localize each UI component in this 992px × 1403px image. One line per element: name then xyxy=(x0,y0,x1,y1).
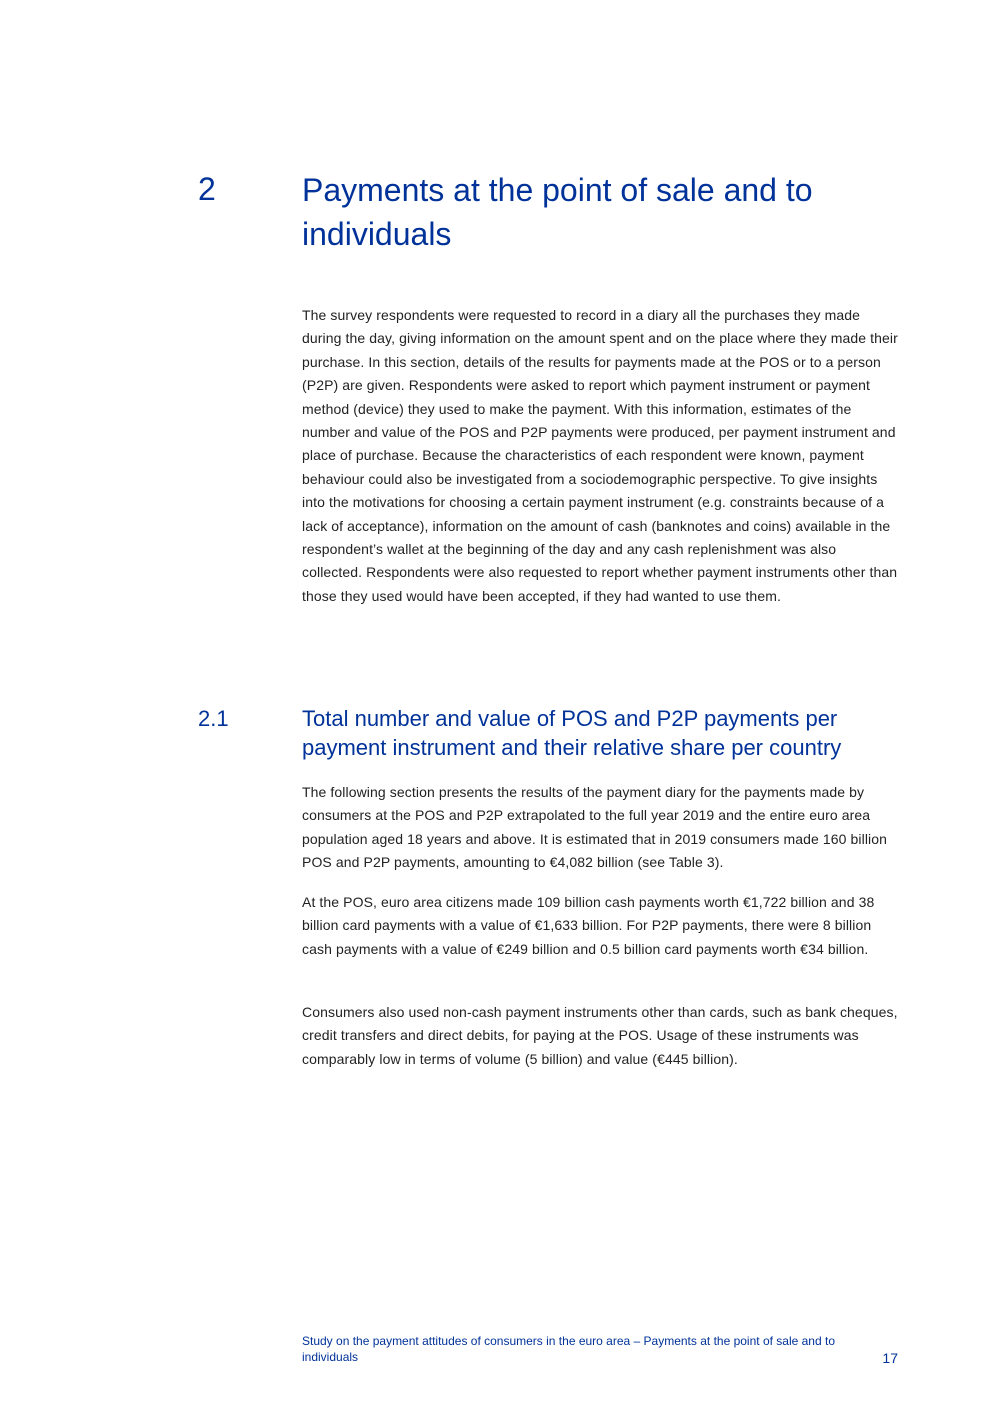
intro-paragraph: The survey respondents were requested to record in a diary all the purchases they made during the day, giving information on the amount spent and on the place where they made their purchase. In this section, details of the results for payments made at the POS or to a person (P2P) are given. Respondents were asked to report which payment instrument or payment method (device) they used to make the payment. With this information, estimates of the number and value of the POS and P2P payments were produced, per payment instrument and place of purchase. Because the characteristics of each respondent were known, payment behaviour could also be investigated from a sociodemographic perspective. To give insights into the motivations for choosing a certain payment instrument (e.g. constraints because of a lack of acceptance), information on the amount of cash (banknotes and coins) available in the respondent’s wallet at the beginning of the day and any cash replenishment was also collected. Respondents were also requested to report whether payment instruments other than those they used would have been accepted, if they had wanted to use them. xyxy=(302,307,898,604)
chapter-title: Payments at the point of sale and to individuals xyxy=(302,172,813,252)
page-number: 17 xyxy=(882,1350,898,1366)
section-paragraph-3: Consumers also used non-cash payment instruments other than cards, such as bank cheques, credit transfers and direct debits, for paying at the POS. Usage of these instruments was comparably low in terms of volume (5 billion) and value (€445 billion). xyxy=(302,1004,898,1067)
section-paragraph-2: At the POS, euro area citizens made 109 billion cash payments worth €1,722 billion and 38 billion card payments with a value of €1,633 billion. For P2P payments, there were 8 billion cash payments with a value of €249 billion and 0.5 billion card payments worth €34 billion. xyxy=(302,894,875,957)
chapter-number: 2 xyxy=(198,171,216,207)
section-paragraph-1: The following section presents the results of the payment diary for the payments made by consumers at the POS and P2P extrapolated to the full year 2019 and the entire euro area population aged 18 years and above. It is estimated that in 2019 consumers made 160 billion POS and P2P payments, amounting to €4,082 billion (see Table 3). xyxy=(302,784,888,871)
section-number: 2.1 xyxy=(198,706,229,731)
section-title: Total number and value of POS and P2P payments per payment instrument and their relative share per country xyxy=(302,706,842,760)
footer-title: Study on the payment attitudes of consumers in the euro area – Payments at the point of sale and to individuals xyxy=(302,1334,835,1364)
